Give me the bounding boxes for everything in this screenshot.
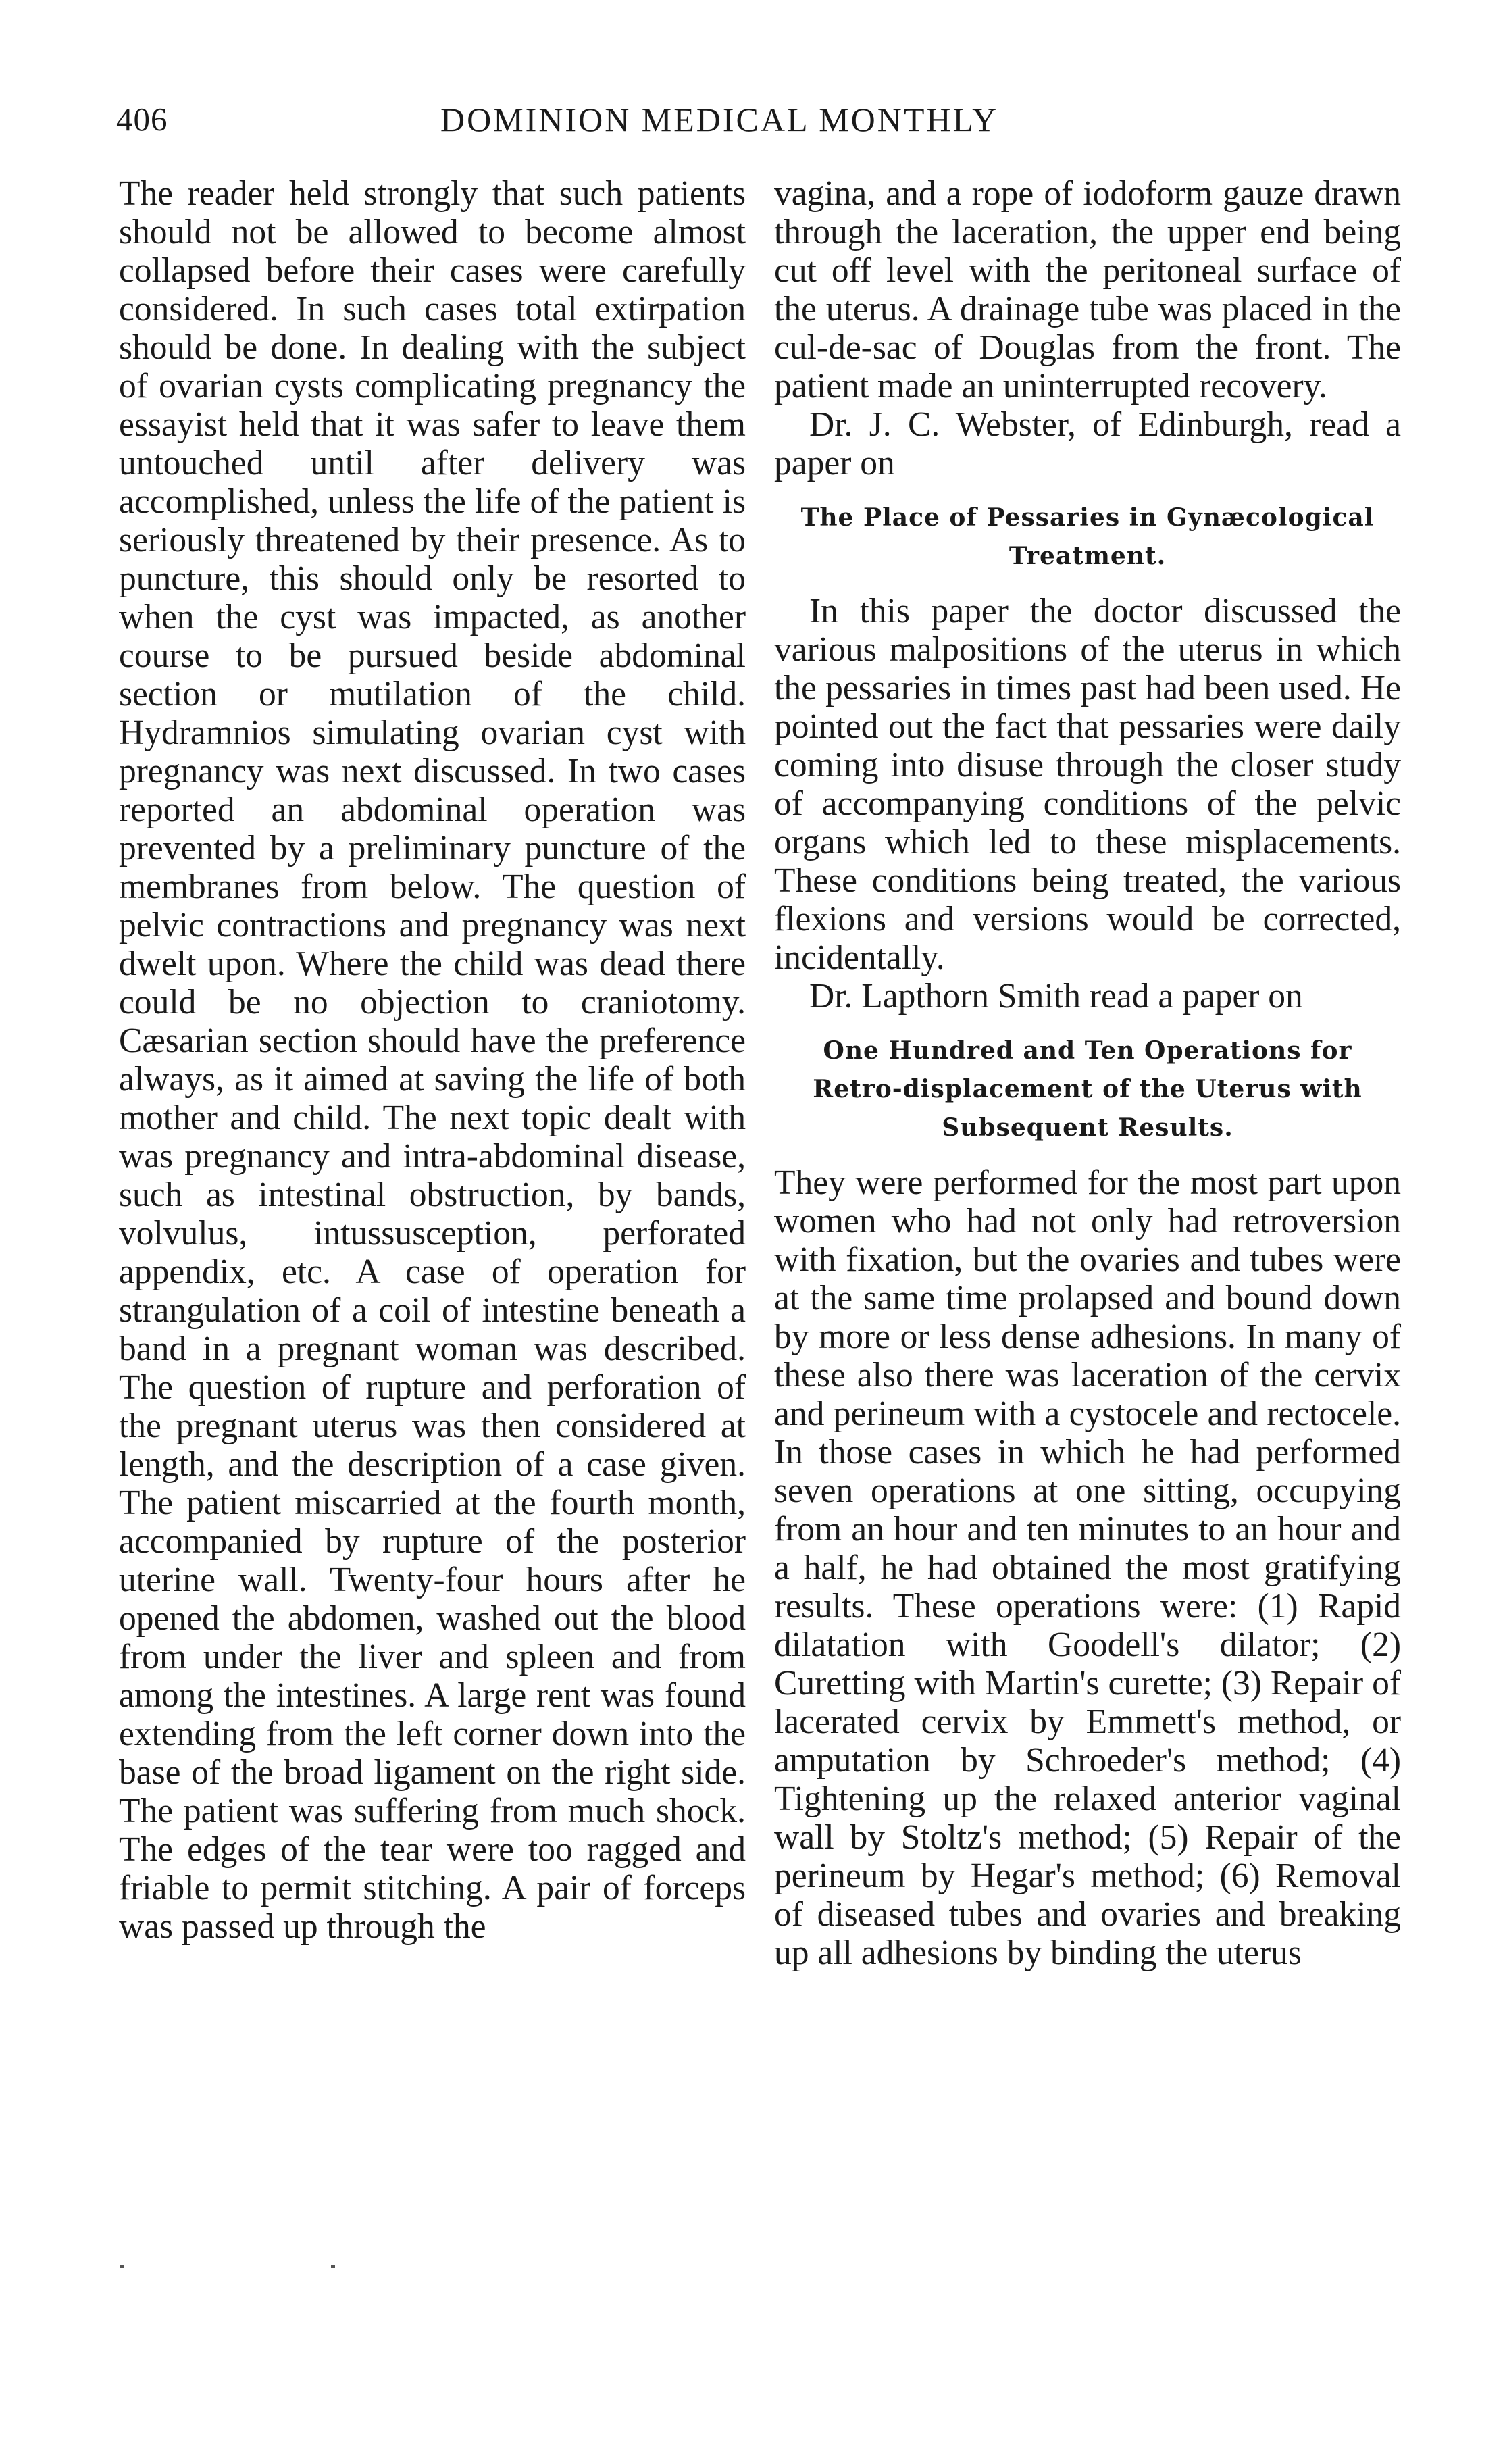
section-heading: One Hundred and Ten Operations for Retro-displacement of the Uterus with Subsequent Results. bbox=[813, 1036, 1362, 1142]
page-number: 406 bbox=[116, 101, 168, 138]
body-paragraph: In this paper the doctor discussed the various malpositions of the uterus in which the pessaries in times past had been used. He pointed out the fact that pessaries were daily coming into disuse through the closer study of accompanying conditions of the pelvic organs which led to these misplacements. These conditions being treated, the various flexions and versions would be corrected, incidentally. bbox=[774, 592, 1401, 977]
left-column bbox=[119, 174, 746, 1946]
body-paragraph: The reader held strongly that such patients should not be allowed to become almost collapsed before their cases were carefully considered. In such cases total extirpation should be done. In dealing with the subject of ovarian cysts complicating pregnancy the essayist held that it was safer to leave them untouched until after delivery was accomplished, unless the life of the patient is seriously threatened by their presence. As to puncture, this should only be resorted to when the cyst was impacted, as another course to be pursued beside abdominal section or mutilation of the child. Hydramnios simulating ovarian cyst with pregnancy was next discussed. In two cases reported an abdominal operation was prevented by a preliminary puncture of the membranes from below. The question of pelvic contractions and pregnancy was next dwelt upon. Where the child was dead there could be no objection to craniotomy. Cæsarian section should have the preference always, as it aimed at saving the life of both mother and child. The next topic dealt with was pregnancy and intra-abdominal disease, such as intestinal obstruction, by bands, volvulus, intussusception, perforated appendix, etc. A case of operation for strangulation of a coil of intestine beneath a band in a pregnant woman was described. The question of rupture and perforation of the pregnant uterus was then considered at length, and the description of a case given. The patient miscarried at the fourth month, accompanied by rupture of the posterior uterine wall. Twenty-four hours after he opened the abdomen, washed out the blood from under the liver and spleen and from among the intestines. A large rent was found extending from the left corner down into the base of the broad ligament on the right side. The patient was suffering from much shock. The edges of the tear were too ragged and friable to permit stitching. A pair of forceps was passed up through the bbox=[119, 174, 746, 1946]
body-paragraph: Dr. J. C. Webster, of Edinburgh, read a paper on bbox=[774, 405, 1401, 482]
running-head bbox=[116, 100, 1379, 141]
right-column bbox=[774, 174, 1401, 1972]
body-paragraph: They were performed for the most part upon women who had not only had retroversion with fixation, but the ovaries and tubes were at the same time prolapsed and bound down by more or less dense adhesions. In many of these also there was laceration of the cervix and perineum with a cystocele and rectocele. In those cases in which he had performed seven operations at one sitting, occupying from an hour and ten minutes to an hour and a half, he had obtained the most gratifying results. These operations were: (1) Rapid dilatation with Goodell's dilator; (2) Curetting with Martin's curette; (3) Repair of lacerated cervix by Emmett's method, or amputation by Schroeder's method; (4) Tightening up the relaxed anterior vaginal wall by Stoltz's method; (5) Repair of the perineum by Hegar's method; (6) Removal of diseased tubes and ovaries and breaking up all adhesions by binding the uterus bbox=[774, 1163, 1401, 1972]
body-paragraph: vagina, and a rope of iodoform gauze drawn through the laceration, the upper end being cut off level with the peritoneal surface of the uterus. A drainage tube was placed in the cul-de-sac of Douglas from the front. The patient made an uninterrupted recovery. bbox=[774, 174, 1401, 405]
body-paragraph: Dr. Lapthorn Smith read a paper on bbox=[809, 977, 1303, 1015]
footer-dot bbox=[120, 2265, 124, 2268]
footer-dot bbox=[331, 2265, 335, 2268]
section-heading: The Place of Pessaries in Gynæcological Treatment. bbox=[800, 503, 1375, 570]
journal-title: DOMINION MEDICAL MONTHLY bbox=[440, 101, 999, 139]
